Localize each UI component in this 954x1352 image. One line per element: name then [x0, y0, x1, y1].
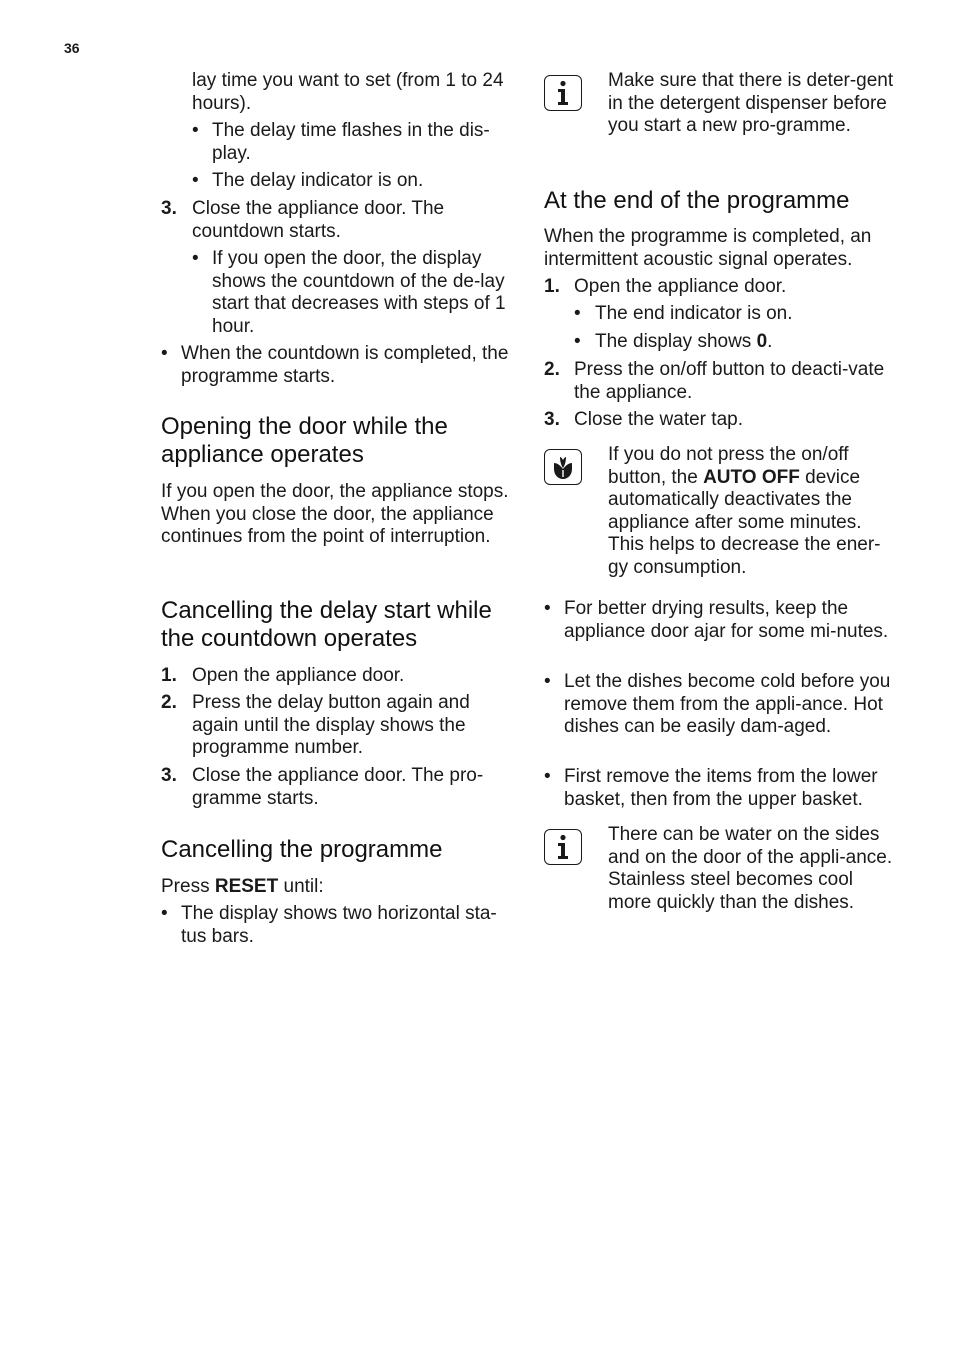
- list-item: • The display shows 0.: [574, 331, 773, 352]
- info-icon: [544, 75, 582, 111]
- bullet: •: [161, 343, 168, 364]
- info-icon: [544, 829, 582, 865]
- reset-instruction: Press RESET until:: [161, 876, 324, 897]
- step-item: 1. Open the appliance door.: [161, 665, 405, 686]
- list-item: • The delay indicator is on.: [192, 170, 424, 191]
- bullet: •: [544, 766, 551, 787]
- step-item: 2. Press the on/off button to deacti-vate the appliance.: [544, 359, 885, 403]
- bullet: •: [544, 598, 551, 619]
- bullet: •: [574, 331, 581, 352]
- bullet: •: [192, 120, 199, 141]
- page-number: 36: [64, 40, 80, 56]
- bullet: •: [574, 303, 581, 324]
- bullet: •: [161, 903, 168, 924]
- step-item: 3. Close the appliance door. The pro-gramme starts.: [161, 765, 484, 809]
- list-item: • The delay time flashes in the dis-play.: [192, 120, 490, 164]
- intro-continuation: lay time you want to set (from 1 to 24 hours).: [192, 70, 504, 114]
- environment-note: If you do not press the on/off button, the AUTO OFF device automatically deactivates the appliance after some minutes. This helps to decrease the ener-gy consumption.: [544, 444, 900, 485]
- list-item: • For better drying results, keep the appliance door ajar for some mi-nutes.: [544, 598, 889, 642]
- auto-off-label: AUTO OFF: [703, 466, 800, 488]
- list-item: • The end indicator is on.: [574, 303, 793, 324]
- opening-body: If you open the door, the appliance stops. When you close the door, the appliance continues from the point of interruption.: [161, 481, 509, 548]
- environment-leaf-icon: [544, 449, 582, 485]
- list-item: • If you open the door, the display shows the countdown of the de-lay start that decreases with steps of 1 hour.: [192, 248, 506, 337]
- bullet: •: [192, 248, 199, 269]
- end-body: When the programme is completed, an intermittent acoustic signal operates.: [544, 226, 872, 270]
- info-note-water: There can be water on the sides and on the door of the appli-ance. Stainless steel becomes cool more quickly than the dishes.: [544, 824, 900, 865]
- section-heading-opening: Opening the door while the appliance operates: [161, 413, 448, 468]
- list-item: • Let the dishes become cold before you remove them from the appli-ance. Hot dishes can be easily dam-aged.: [544, 671, 891, 738]
- section-heading-cancel-delay: Cancelling the delay start while the countdown operates: [161, 597, 492, 652]
- list-item: • First remove the items from the lower basket, then from the upper basket.: [544, 766, 878, 810]
- step-item: 2. Press the delay button again and again until the display shows the programme number.: [161, 692, 470, 759]
- step-item: 1. Open the appliance door.: [544, 276, 787, 297]
- display-value: 0: [756, 331, 768, 352]
- list-item: • The display shows two horizontal sta-tus bars.: [161, 903, 497, 947]
- step-item: 3. Close the appliance door. The countdown starts.: [161, 198, 445, 242]
- reset-key: RESET: [214, 876, 279, 897]
- bullet: •: [544, 671, 551, 692]
- list-item: • When the countdown is completed, the programme starts.: [161, 343, 509, 387]
- bullet: •: [192, 170, 199, 191]
- info-note-detergent: Make sure that there is deter-gent in the detergent dispenser before you start a new pro-gramme.: [544, 70, 900, 111]
- step-item: 3. Close the water tap.: [544, 409, 743, 430]
- section-heading-cancel-programme: Cancelling the programme: [161, 836, 443, 863]
- section-heading-end: At the end of the programme: [544, 187, 850, 214]
